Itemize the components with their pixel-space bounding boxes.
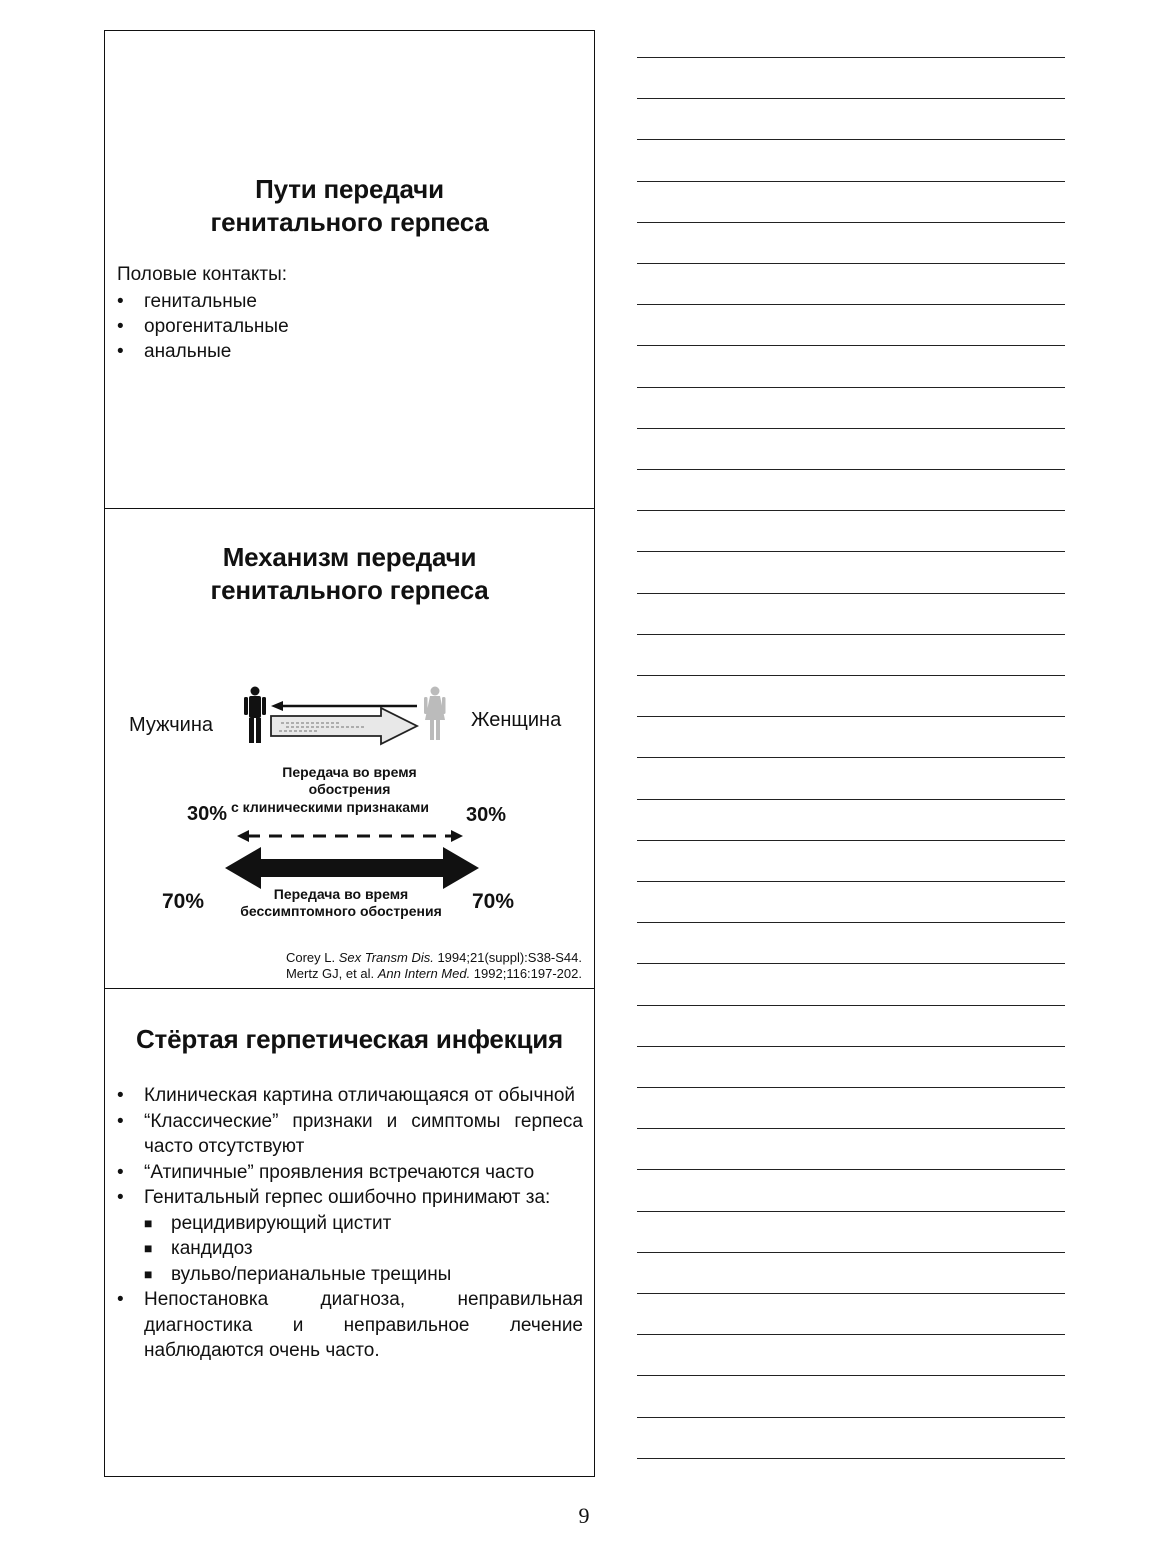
sub-list-item — [117, 1236, 583, 1262]
square-bullet-icon: ■ — [144, 1214, 153, 1231]
pct-clinical-right: 30% — [466, 804, 507, 826]
note-line — [637, 1169, 1065, 1170]
female-label: Женщина — [471, 709, 562, 731]
note-line — [637, 1293, 1065, 1294]
pct-asymptomatic-left: 70% — [162, 890, 205, 913]
title-line: Пути передачи — [255, 174, 444, 204]
slide-transmission-routes — [105, 31, 594, 509]
ref-text: Corey L. — [285, 950, 339, 965]
list-item-text: Генитальный герпес ошибочно принимают за: — [144, 1187, 551, 1208]
list-item — [117, 1287, 583, 1364]
label-line: Передача во время — [282, 764, 417, 780]
pct-clinical-left: 30% — [187, 803, 228, 825]
label-line: Передача во время — [273, 886, 409, 902]
bullet-list — [117, 289, 289, 364]
note-line — [637, 345, 1065, 346]
square-bullet-icon: ■ — [144, 1265, 153, 1282]
note-line — [637, 1375, 1065, 1376]
lead-text: Половые контакты: — [117, 264, 288, 285]
ref-journal: Ann Intern Med. — [377, 966, 471, 981]
clinical-signs-label: с клиническими признаками — [231, 799, 429, 815]
list-item-text: орогенитальные — [144, 316, 289, 337]
list-item-text: анальные — [144, 341, 232, 362]
note-line — [637, 510, 1065, 511]
note-line — [637, 1334, 1065, 1335]
note-line — [637, 181, 1065, 182]
note-line — [637, 757, 1065, 758]
slide-title — [105, 173, 594, 239]
slide-subclinical-infection — [105, 989, 594, 1475]
list-item — [117, 314, 289, 339]
bullet-icon: • — [117, 1110, 124, 1132]
note-line — [637, 57, 1065, 58]
label-line: бессимптомного обострения — [240, 903, 442, 919]
slide-title — [105, 541, 594, 607]
sub-list-item — [117, 1211, 583, 1237]
note-line — [637, 387, 1065, 388]
list-item-text: “Атипичные” проявления встречаются часто — [144, 1161, 535, 1183]
list-item — [117, 1109, 583, 1160]
note-line — [637, 1458, 1065, 1459]
ref-text: Mertz GJ, et al. — [285, 966, 378, 981]
list-item-text: вульво/перианальные трещины — [171, 1263, 452, 1285]
list-item — [117, 1160, 583, 1186]
title-line: генитального герпеса — [210, 207, 489, 237]
note-line — [637, 222, 1065, 223]
bullet-icon: • — [117, 316, 124, 337]
bullet-icon: • — [117, 1085, 124, 1106]
note-line — [637, 675, 1065, 676]
note-line — [637, 963, 1065, 964]
dashed-arrow-icon — [235, 827, 465, 845]
note-line — [637, 551, 1065, 552]
note-line — [637, 593, 1065, 594]
ref-text: 1994;21(suppl):S38-S44. — [433, 950, 582, 965]
note-line — [637, 98, 1065, 99]
note-line — [637, 428, 1065, 429]
asymptomatic-transmission-label — [221, 886, 461, 920]
woman-figure-icon — [424, 687, 446, 741]
reference — [286, 950, 582, 966]
note-line — [637, 1087, 1065, 1088]
sub-list-item — [117, 1262, 583, 1288]
ref-text: 1992;116:197-202. — [470, 966, 582, 981]
list-item-text: “Классические” признаки и симптомы герпеса часто отсутствуют — [144, 1110, 583, 1157]
man-figure-icon — [244, 687, 266, 744]
note-line — [637, 716, 1065, 717]
note-line — [637, 139, 1065, 140]
note-line — [637, 1128, 1065, 1129]
bullet-icon: • — [117, 291, 124, 312]
note-line — [637, 1252, 1065, 1253]
title-line: генитального герпеса — [210, 575, 489, 605]
list-item — [117, 1185, 583, 1211]
note-line — [637, 1417, 1065, 1418]
slide-transmission-mechanism — [105, 509, 594, 989]
reference — [286, 966, 582, 982]
note-line — [637, 469, 1065, 470]
ref-journal: Sex Transm Dis. — [338, 950, 434, 965]
transmission-figures-icon — [241, 685, 451, 751]
note-line — [637, 922, 1065, 923]
list-item-text: генитальные — [144, 291, 257, 312]
bullet-icon: • — [117, 341, 124, 362]
list-item — [117, 339, 289, 364]
list-item-text: Непостановка диагноза, неправильная диагностика и неправильное лечение наблюдаются очень часто. — [144, 1289, 583, 1361]
list-item-text: рецидивирующий цистит — [171, 1212, 392, 1234]
bold-arrow-icon — [223, 845, 481, 891]
note-line — [637, 881, 1065, 882]
note-line — [637, 304, 1065, 305]
title-line: Механизм передачи — [222, 542, 477, 572]
note-line — [637, 799, 1065, 800]
square-bullet-icon: ■ — [144, 1240, 153, 1256]
list-item-text: кандидоз — [171, 1238, 253, 1259]
pct-asymptomatic-right: 70% — [472, 890, 515, 913]
bullet-icon: • — [117, 1187, 124, 1208]
note-line — [637, 634, 1065, 635]
bullet-list — [117, 1083, 583, 1364]
slides-column — [104, 30, 595, 1477]
page-number: 9 — [578, 1503, 590, 1528]
slide-title: Стёртая герпетическая инфекция — [135, 1024, 564, 1054]
note-line — [637, 1211, 1065, 1212]
references — [286, 950, 582, 982]
clinical-transmission-label — [105, 764, 594, 798]
list-item-text: Клиническая картина отличающаяся от обычной — [144, 1085, 576, 1106]
note-line — [637, 1046, 1065, 1047]
list-item — [117, 289, 289, 314]
note-line — [637, 263, 1065, 264]
list-item — [117, 1083, 583, 1109]
male-label: Мужчина — [129, 714, 214, 736]
note-line — [637, 840, 1065, 841]
bullet-icon: • — [117, 1161, 124, 1183]
label-line: обострения — [308, 781, 391, 797]
bullet-icon: • — [117, 1289, 124, 1310]
note-line — [637, 1005, 1065, 1006]
